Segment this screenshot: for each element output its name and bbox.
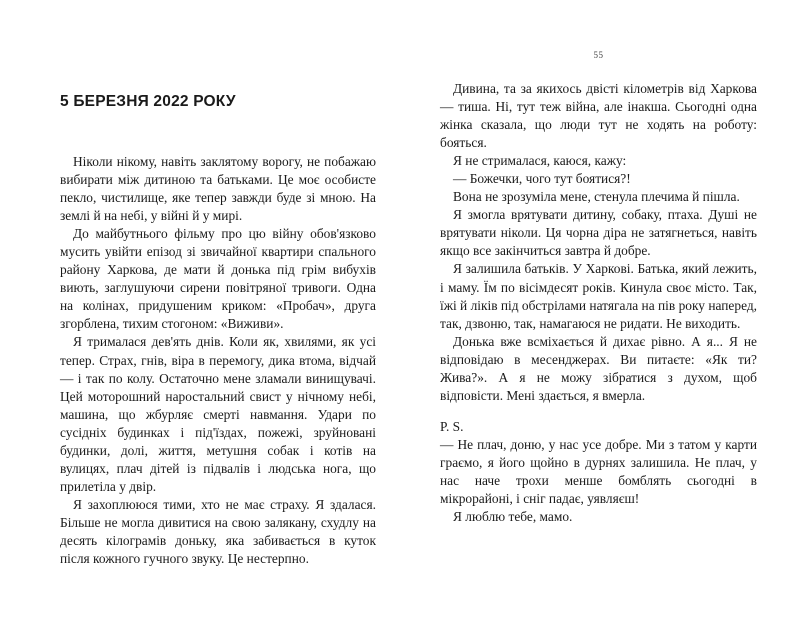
- left-page-body: [60, 153, 376, 568]
- chapter-title: 5 БЕРЕЗНЯ 2022 РОКУ: [60, 93, 236, 110]
- paragraph: Я захоплююся тими, хто не має страху. Я здалася. Більше не могла дивитися на свою залякану, схудлу на десять кілограмів доньку, яка забивається в куток після кожного гучного звуку. Це нестерпно.: [60, 496, 376, 567]
- right-page: [440, 0, 757, 643]
- ps-paragraph: Я люблю тебе, мамо.: [453, 509, 573, 525]
- ps-paragraph: — Не плач, доню, у нас усе добре. Ми з татом у карти граємо, я його щойно в дурнях залишила. Не плач, у нас наче трохи менше бомблять сьогодні в мікрорайоні, і сніг падає, уявляєш!: [440, 436, 757, 507]
- paragraph: Дивина, та за якихось двісті кілометрів від Харкова — тиша. Ні, тут теж війна, але інакша. Сьогодні одна жінка сказала, що люди тут не ходять на роботу: бояться.: [440, 81, 757, 151]
- paragraph: Я трималася дев'ять днів. Коли як, хвилями, як усі тепер. Страх, гнів, віра в перемогу, дика втома, відчай — і так по колу. Остаточно мене зламали винищувачі. Цей моторошний наростальний свист у нічному небі, машина, що жбурляє смерті навмання. Удари по сусідніх будинках і під'їздах, пожежі, зруйновані будинки, долі, життя, метушня собак і котів на вулицях, плач дітей із підвалів і людська нога, що прилетіла у двір.: [60, 334, 376, 494]
- paragraph: Я змогла врятувати дитину, собаку, птаха. Душі не врятувати ніколи. Ця чорна діра не затягнеться, навіть якщо все закінчиться завтра й добре.: [440, 207, 757, 259]
- paragraph: Ніколи нікому, навіть заклятому ворогу, не побажаю вибирати між дитиною та батьками. Це моє особисте пекло, чистилище, яке тепер завжди буде зі мною. На землі й на небі, у війні й у мирі.: [60, 154, 376, 224]
- paragraph: Я залишила батьків. У Харкові. Батька, який лежить, і маму. Їм по вісімдесят років. Кинула своє місто. Так, їжі й ліків під обстрілами натягала на пів року наперед, так, дзвоню, так, намагаюся не ридати. Не виходить.: [440, 261, 757, 331]
- left-page: [60, 0, 376, 643]
- paragraph: — Божечки, чого тут боятися?!: [453, 171, 631, 187]
- ps-heading: P. S.: [440, 418, 464, 434]
- right-page-body: [440, 80, 757, 526]
- paragraph: Донька вже всміхається й дихає рівно. А я... Я не відповідаю в месенджерах. Ви питаєте: «Як ти? Жива?». А я не можу зібратися з духом, щоб відповісти. Мені здається, я вмерла.: [440, 333, 757, 403]
- paragraph: Я не стрималася, каюся, кажу:: [453, 153, 627, 169]
- page-number: 55: [593, 50, 604, 60]
- paragraph: Вона не зрозуміла мене, стенула плечима й пішла.: [453, 189, 740, 205]
- paragraph: До майбутнього фільму про цю війну обов'язково мусить увійти епізод зі звичайної квартири спального району Харкова, де мати й донька під грім вибухів виють, заглушуючи сирени повітряної тривоги. Одна на колінах, придушеним криком: «Пробач», друга згорблена, тихим стогоном: «Виживи».: [60, 226, 376, 332]
